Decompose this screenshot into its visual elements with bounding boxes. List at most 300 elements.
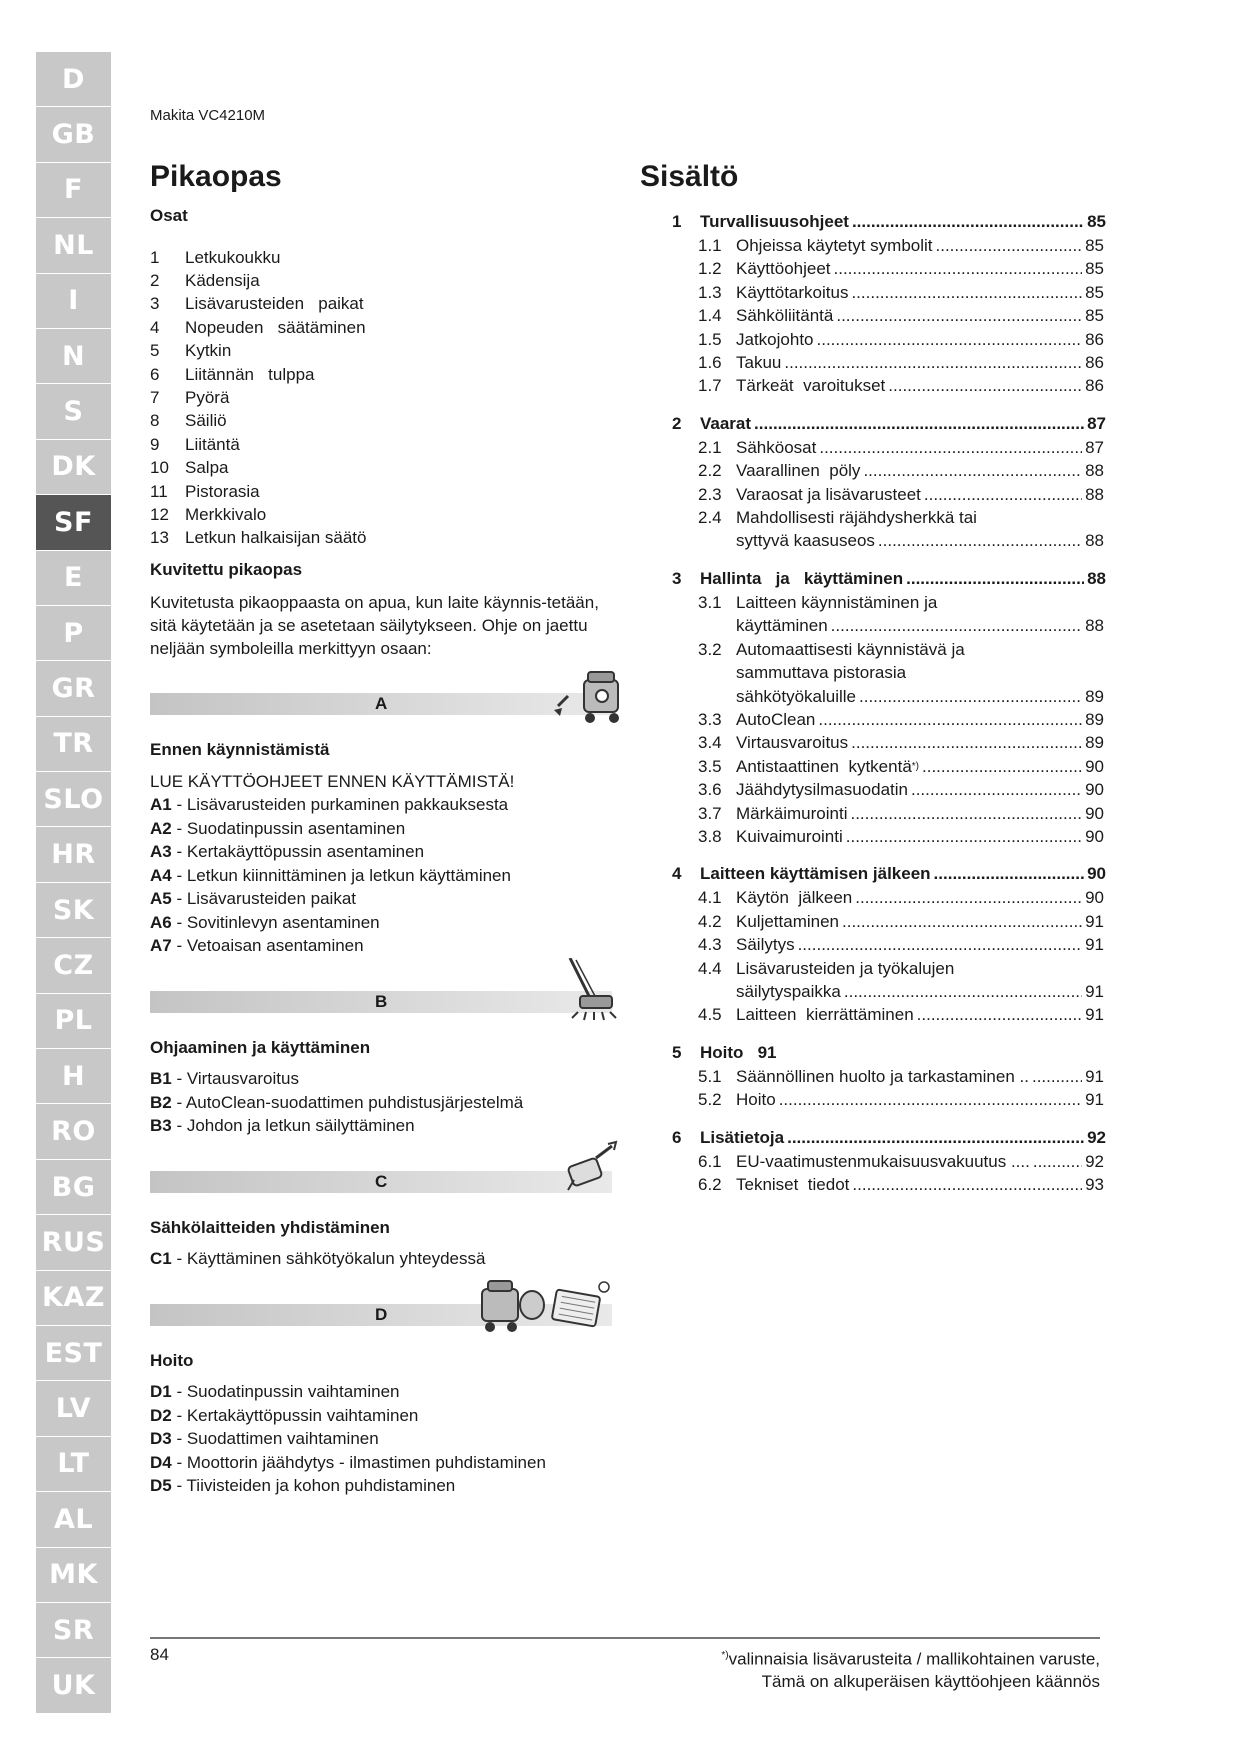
toc-gap <box>672 1027 1142 1041</box>
toc-sub-page: 91 <box>1085 1005 1104 1025</box>
toc-sub-number: 3.8 <box>698 826 722 846</box>
part-number: 13 <box>150 528 169 548</box>
lang-tab-sk[interactable]: SK <box>36 883 111 938</box>
illustrated-text: Kuvitetusta pikaoppaasta on apua, kun laite käynnis-tetään, sitä käytetään ja se asetetaan säilytykseen. Ohje on jaettu neljään symboleilla merkittyyn osaan: <box>150 593 599 659</box>
lang-tab-s[interactable]: S <box>36 384 111 439</box>
section-item <box>150 1380 620 1404</box>
toc-sub-row[interactable] <box>672 436 1104 459</box>
parts-row <box>150 386 620 409</box>
toc-sub-row[interactable] <box>672 1150 1104 1173</box>
part-label: Kädensija <box>185 270 260 290</box>
toc-sub-page: 91 <box>1085 911 1104 931</box>
toc-sub-page: 90 <box>1085 756 1104 776</box>
lang-tab-est[interactable]: EST <box>36 1326 111 1381</box>
toc-section-page: 92 <box>1087 1127 1106 1147</box>
parts-row <box>150 526 620 549</box>
toc-sub-number: 3.3 <box>698 709 722 729</box>
toc-sub-page: 93 <box>1085 1175 1104 1194</box>
footer-note-sup: *) <box>721 1650 729 1661</box>
section-heading: Sähkölaitteiden yhdistäminen <box>150 1217 390 1237</box>
toc-sub-row[interactable] <box>672 257 1104 280</box>
lang-tab-sf[interactable]: SF <box>36 495 111 550</box>
toc-section-row[interactable] <box>672 1041 1106 1065</box>
item-text: - Lisävarusteiden paikat <box>171 889 357 909</box>
toc-sub-row[interactable] <box>672 933 1104 956</box>
toc-leader <box>834 257 1083 280</box>
toc-leader <box>934 862 1085 886</box>
toc-leader <box>924 483 1082 506</box>
toc-sub-title: Jatkojohto <box>736 329 814 349</box>
toc-sub-row[interactable] <box>672 802 1104 825</box>
part-number: 4 <box>150 317 160 337</box>
lang-tab-gb[interactable]: GB <box>36 107 111 162</box>
item-code: A6 <box>150 912 172 932</box>
toc-sub-title: Säilytys <box>736 935 795 955</box>
toc-sub-title: Ohjeissa käytetyt symbolit <box>736 236 933 255</box>
toc-gap <box>672 398 1142 412</box>
section-item <box>150 793 620 817</box>
section-item <box>150 864 620 888</box>
toc-sub-row[interactable] <box>672 1003 1104 1026</box>
toc-sub-row <box>672 685 1104 708</box>
part-label: Lisävarusteiden paikat <box>185 294 364 314</box>
item-text: - Tiivisteiden ja kohon puhdistaminen <box>171 1476 456 1496</box>
toc-leader <box>819 436 1082 459</box>
illustrated-heading: Kuvitettu pikaopas <box>150 559 303 579</box>
toc-leader <box>836 304 1082 327</box>
toc-leader <box>1032 1065 1082 1088</box>
lang-tab-nl[interactable]: NL <box>36 218 111 273</box>
section-band-d <box>150 1285 620 1341</box>
toc-sub-number: 4.3 <box>698 935 722 955</box>
quick-guide-column <box>150 204 620 1498</box>
toc-sub-title: Käyttöohjeet <box>736 259 831 279</box>
toc-sub-number: 4.1 <box>698 888 722 908</box>
toc-sub-row[interactable] <box>672 1065 1104 1088</box>
lang-tab-pl[interactable]: PL <box>36 994 111 1049</box>
toc-sub-page: 86 <box>1085 376 1104 396</box>
toc-section-title: Turvallisuusohjeet <box>700 212 849 231</box>
toc-section-page: 90 <box>1087 864 1106 884</box>
lang-tab-hr[interactable]: HR <box>36 827 111 882</box>
toc-section-row[interactable] <box>672 1126 1106 1150</box>
part-number: 7 <box>150 387 160 407</box>
toc-sub-number: 2.1 <box>698 437 722 457</box>
toc-gap <box>672 553 1142 567</box>
parts-row <box>150 246 620 269</box>
toc-sub-title: Käyttötarkoitus <box>736 282 849 302</box>
table-of-contents <box>672 210 1142 1196</box>
page-title-quickguide: Pikaopas <box>150 160 282 193</box>
section-item <box>150 840 620 864</box>
section-band-a <box>150 674 620 730</box>
part-number: 5 <box>150 341 160 361</box>
toc-sub-row[interactable] <box>672 886 1104 909</box>
toc-sub-row[interactable] <box>672 304 1104 327</box>
toc-sub-page: 85 <box>1085 236 1104 255</box>
toc-sub-page: 86 <box>1085 329 1104 349</box>
item-code: A7 <box>150 936 172 956</box>
toc-leader <box>922 755 1082 778</box>
toc-section-page: 85 <box>1087 212 1106 231</box>
toc-sub-number: 1.6 <box>698 353 722 373</box>
toc-leader <box>1033 1150 1082 1173</box>
toc-sub-page: 92 <box>1085 1151 1104 1171</box>
toc-sub-title: Sähköosat <box>736 437 817 457</box>
toc-leader <box>851 731 1082 754</box>
part-label: Kytkin <box>185 341 232 361</box>
toc-sub-page: 90 <box>1085 780 1104 800</box>
toc-sub-row[interactable] <box>672 374 1104 397</box>
toc-leader <box>855 886 1082 909</box>
section-item <box>150 934 620 958</box>
toc-sub-page: 91 <box>1085 935 1104 955</box>
toc-sub-row[interactable] <box>672 591 1142 614</box>
toc-leader <box>818 708 1082 731</box>
document-header: Makita VC4210M <box>150 107 266 124</box>
parts-row <box>150 316 620 339</box>
power-tool-icon <box>562 1140 622 1196</box>
toc-leader <box>851 281 1082 304</box>
lang-tab-lv[interactable]: LV <box>36 1381 111 1436</box>
toc-sub-title: Varaosat ja lisävarusteet <box>736 484 921 504</box>
toc-sub-title: Kuljettaminen <box>736 911 840 931</box>
toc-sub-page: 88 <box>1085 484 1104 504</box>
toc-sub-title: syttyvä kaasuseos <box>736 531 875 551</box>
toc-section-title: Hoito 91 <box>700 1042 777 1062</box>
toc-sub-row[interactable] <box>672 351 1104 374</box>
section-band-b <box>150 972 620 1028</box>
toc-leader <box>852 1173 1082 1196</box>
toc-sub-number: 2.2 <box>698 461 722 481</box>
toc-sub-number: 3.2 <box>698 639 722 659</box>
toc-sub-page: 91 <box>1085 1090 1104 1110</box>
item-code: D1 <box>150 1382 172 1402</box>
toc-sub-row[interactable] <box>672 957 1142 980</box>
section-heading: Ennen käynnistämistä <box>150 740 330 760</box>
item-text: - Moottorin jäähdytys - ilmastimen puhdistaminen <box>171 1452 546 1472</box>
item-code: C1 <box>150 1249 172 1269</box>
toc-sub-number: 5.2 <box>698 1090 722 1110</box>
item-text: - Virtausvaroitus <box>171 1069 299 1089</box>
toc-sub-number: 6.2 <box>698 1175 722 1194</box>
toc-gap <box>672 848 1142 862</box>
section-item <box>150 1114 620 1138</box>
item-text: - Kertakäyttöpussin asentaminen <box>171 842 425 862</box>
toc-section-number: 5 <box>672 1042 682 1062</box>
toc-sub-row[interactable] <box>672 1088 1104 1111</box>
lang-tab-bg[interactable]: BG <box>36 1160 111 1215</box>
item-code: B1 <box>150 1069 172 1089</box>
toc-sub-number: 6.1 <box>698 1151 722 1171</box>
toc-leader <box>842 910 1082 933</box>
parts-row <box>150 409 620 432</box>
section-list <box>150 1380 620 1498</box>
toc-sub-row[interactable] <box>672 708 1104 731</box>
parts-row <box>150 456 620 479</box>
parts-row <box>150 503 620 526</box>
toc-sub-page: 89 <box>1085 733 1104 753</box>
toc-sub-indent <box>698 529 736 552</box>
lang-tab-n[interactable]: N <box>36 329 111 384</box>
toc-sub-number: 1.4 <box>698 306 722 326</box>
guide-sections <box>150 674 620 1498</box>
toc-sub-number: 3.7 <box>698 803 722 823</box>
toc-section-number: 1 <box>672 212 682 231</box>
section-list <box>150 1247 620 1271</box>
footer-note <box>721 1645 1100 1693</box>
lang-tab-rus[interactable]: RUS <box>36 1215 111 1270</box>
section-item <box>150 1404 620 1428</box>
lang-tab-h[interactable]: H <box>36 1049 111 1104</box>
toc-leader <box>859 685 1082 708</box>
lang-tab-f[interactable]: F <box>36 163 111 218</box>
toc-sub-row <box>672 980 1104 1003</box>
section-band-c <box>150 1152 620 1208</box>
toc-leader <box>787 1126 1084 1150</box>
toc-sub-row[interactable] <box>672 910 1104 933</box>
section-item <box>150 1247 620 1271</box>
toc-sub-row[interactable] <box>672 825 1104 848</box>
toc-section-title: Laitteen käyttämisen jälkeen <box>700 864 931 884</box>
toc-sub-number: 4.2 <box>698 911 722 931</box>
item-code: A5 <box>150 889 172 909</box>
section-list <box>150 1067 620 1138</box>
toc-leader <box>779 1088 1082 1111</box>
toc-sub-number: 3.5 <box>698 756 722 776</box>
toc-sub-row <box>672 529 1104 552</box>
part-number: 9 <box>150 434 160 454</box>
item-code: B3 <box>150 1116 172 1136</box>
lang-tab-tr[interactable]: TR <box>36 717 111 772</box>
lang-tab-gr[interactable]: GR <box>36 661 111 716</box>
lang-tab-mk[interactable]: MK <box>36 1548 111 1603</box>
lang-tab-i[interactable]: I <box>36 274 111 329</box>
section-intro: LUE KÄYTTÖOHJEET ENNEN KÄYTTÄMISTÄ! <box>150 771 515 791</box>
toc-sub-page: 85 <box>1085 259 1104 279</box>
toc-leader <box>754 412 1084 436</box>
toc-sub-page: 89 <box>1085 709 1104 729</box>
part-number: 8 <box>150 411 160 431</box>
toc-sub-indent <box>698 980 736 1003</box>
lang-tab-d[interactable]: D <box>36 52 111 107</box>
toc-leader <box>844 980 1082 1003</box>
item-text: - Vetoaisan asentaminen <box>171 936 364 956</box>
toc-section-row[interactable] <box>672 862 1106 886</box>
footer-note-line2: Tämä on alkuperäisen käyttöohjeen käännös <box>761 1671 1100 1691</box>
band-letter: D <box>375 1304 388 1324</box>
footer-divider <box>150 1637 1100 1639</box>
toc-leader <box>936 234 1083 257</box>
parts-heading: Osat <box>150 206 188 225</box>
toc-sub-page: 91 <box>1085 1066 1104 1086</box>
lang-tab-e[interactable]: E <box>36 551 111 606</box>
toc-gap <box>672 1112 1142 1126</box>
part-number: 11 <box>150 481 168 501</box>
item-code: A3 <box>150 842 172 862</box>
section-item <box>150 1474 620 1498</box>
toc-sub-page: 90 <box>1085 826 1104 846</box>
toc-sub-number: 3.6 <box>698 780 722 800</box>
toc-sub-number: 1.7 <box>698 376 722 396</box>
toc-sub-row[interactable] <box>672 281 1104 304</box>
toc-sub-number: 3.4 <box>698 733 722 753</box>
toc-leader <box>906 567 1084 591</box>
item-code: A1 <box>150 795 172 815</box>
toc-sub-row[interactable] <box>672 328 1104 351</box>
section-item <box>150 1427 620 1451</box>
toc-sub-title: Automaattisesti käynnistävä ja <box>736 639 965 659</box>
toc-sub-row[interactable] <box>672 638 1142 661</box>
toc-sub-title: Käytön jälkeen <box>736 888 853 908</box>
toc-sub-title: Kuivaimurointi <box>736 826 843 846</box>
toc-sub-title: Säännöllinen huolto ja tarkastaminen .. <box>736 1066 1029 1086</box>
footer-note-line1: valinnaisia lisävarusteita / mallikohtainen varuste, <box>728 1649 1100 1669</box>
toc-sub-title: EU-vaatimustenmukaisuusvakuutus .... <box>736 1151 1030 1171</box>
toc-sub-row[interactable] <box>672 459 1104 482</box>
toc-section-row[interactable] <box>672 567 1106 591</box>
part-number: 2 <box>150 270 160 290</box>
page-number: 84 <box>150 1645 169 1664</box>
toc-sub-page: 90 <box>1085 803 1104 823</box>
item-code: B2 <box>150 1092 172 1112</box>
parts-row <box>150 292 620 315</box>
toc-sub-title: sammuttava pistorasia <box>736 663 907 683</box>
toc-sub-row[interactable] <box>672 731 1104 754</box>
toc-sub-page: 86 <box>1085 353 1104 373</box>
toc-leader <box>917 1003 1082 1026</box>
item-text: - Lisävarusteiden purkaminen pakkauksesta <box>171 795 509 815</box>
toc-leader <box>852 210 1084 234</box>
section-item <box>150 887 620 911</box>
lang-tab-slo[interactable]: SLO <box>36 772 111 827</box>
lang-tab-dk[interactable]: DK <box>36 440 111 495</box>
part-number: 3 <box>150 294 160 314</box>
item-text: - Suodatinpussin asentaminen <box>171 818 406 838</box>
toc-sub-title: sähkötyökaluille <box>736 686 857 706</box>
part-number: 10 <box>150 458 169 478</box>
part-label: Nopeuden säätäminen <box>185 317 366 337</box>
toc-section-row[interactable] <box>672 210 1106 234</box>
toc-sub-sup: *) <box>911 760 920 772</box>
item-text: - Kertakäyttöpussin vaihtaminen <box>171 1405 419 1425</box>
item-text: - Letkun kiinnittäminen ja letkun käyttäminen <box>171 865 511 885</box>
floor-nozzle-icon <box>560 958 620 1022</box>
toc-sub-title: Laitteen käynnistäminen ja <box>736 592 938 612</box>
toc-sub-row <box>672 614 1104 637</box>
lang-tab-kaz[interactable]: KAZ <box>36 1271 111 1326</box>
item-text: - Johdon ja letkun säilyttäminen <box>171 1116 415 1136</box>
item-code: D4 <box>150 1452 172 1472</box>
toc-sub-row[interactable] <box>672 506 1142 529</box>
toc-sub-page: 88 <box>1085 616 1104 636</box>
toc-sub-row[interactable] <box>672 755 1104 778</box>
toc-sub-row[interactable] <box>672 778 1104 801</box>
toc-leader <box>846 825 1082 848</box>
parts-row <box>150 480 620 503</box>
item-code: A2 <box>150 818 172 838</box>
toc-sub-row <box>672 661 1142 684</box>
toc-sub-page: 87 <box>1085 437 1104 457</box>
part-label: Säiliö <box>185 411 227 431</box>
toc-sub-number: 1.5 <box>698 329 722 349</box>
toc-leader <box>784 351 1082 374</box>
toc-sub-number: 4.5 <box>698 1005 722 1025</box>
band-letter: B <box>375 991 388 1011</box>
part-number: 6 <box>150 364 160 384</box>
toc-sub-title: säilytyspaikka <box>736 981 841 1001</box>
item-code: D2 <box>150 1405 172 1425</box>
toc-sub-title: Virtausvaroitus <box>736 733 849 753</box>
part-label: Letkun halkaisijan säätö <box>185 528 367 548</box>
toc-section-title: Hallinta ja käyttäminen <box>700 568 904 588</box>
part-label: Liitäntä <box>185 434 240 454</box>
toc-leader <box>911 778 1082 801</box>
toc-sub-row[interactable] <box>672 1173 1104 1196</box>
band-letter: A <box>375 694 388 714</box>
lang-tab-lt[interactable]: LT <box>36 1437 111 1492</box>
toc-section-number: 2 <box>672 413 682 433</box>
language-sidebar <box>36 52 111 1714</box>
part-label: Merkkivalo <box>185 504 267 524</box>
toc-sub-title: AutoClean <box>736 709 816 729</box>
toc-leader <box>888 374 1082 397</box>
toc-sub-row[interactable] <box>672 234 1104 257</box>
toc-sub-title: Vaarallinen pöly <box>736 461 861 481</box>
toc-sub-row[interactable] <box>672 483 1104 506</box>
toc-sub-number: 1.2 <box>698 259 722 279</box>
vacuum-filter-icon <box>472 1277 612 1339</box>
toc-sub-number: 1.3 <box>698 282 722 302</box>
section-item <box>150 1451 620 1475</box>
toc-section-row[interactable] <box>672 412 1106 436</box>
vacuum-cleaner-icon <box>550 666 630 728</box>
toc-sub-number: 4.4 <box>698 958 722 978</box>
toc-sub-indent <box>698 661 736 684</box>
lang-tab-cz[interactable]: CZ <box>36 938 111 993</box>
toc-sub-page: 91 <box>1085 981 1104 1001</box>
toc-leader <box>878 529 1082 552</box>
toc-sub-page: 89 <box>1085 686 1104 706</box>
section-item <box>150 817 620 841</box>
parts-row <box>150 363 620 386</box>
parts-row <box>150 339 620 362</box>
section-item <box>150 1067 620 1091</box>
lang-tab-p[interactable]: P <box>36 606 111 661</box>
toc-section-number: 4 <box>672 864 682 884</box>
lang-tab-uk[interactable]: UK <box>36 1658 111 1713</box>
toc-sub-title: Märkäimurointi <box>736 803 848 823</box>
parts-row <box>150 269 620 292</box>
toc-sub-title: Jäähdytysilmasuodatin <box>736 780 908 800</box>
item-text: - Suodatinpussin vaihtaminen <box>171 1382 400 1402</box>
item-text: - Sovitinlevyn asentaminen <box>171 912 380 932</box>
lang-tab-al[interactable]: AL <box>36 1492 111 1547</box>
lang-tab-sr[interactable]: SR <box>36 1603 111 1658</box>
toc-sub-title: Tekniset tiedot <box>736 1175 850 1194</box>
item-code: D5 <box>150 1476 172 1496</box>
toc-sub-title: Tärkeät varoitukset <box>736 376 886 396</box>
section-item <box>150 1091 620 1115</box>
item-text: - Suodattimen vaihtaminen <box>171 1429 379 1449</box>
toc-sub-page: 85 <box>1085 306 1104 326</box>
toc-sub-page: 85 <box>1085 282 1104 302</box>
toc-sub-number: 1.1 <box>698 236 722 255</box>
item-text: - AutoClean-suodattimen puhdistusjärjestelmä <box>171 1092 524 1112</box>
part-label: Salpa <box>185 458 229 478</box>
lang-tab-ro[interactable]: RO <box>36 1104 111 1159</box>
toc-sub-number: 5.1 <box>698 1066 722 1086</box>
